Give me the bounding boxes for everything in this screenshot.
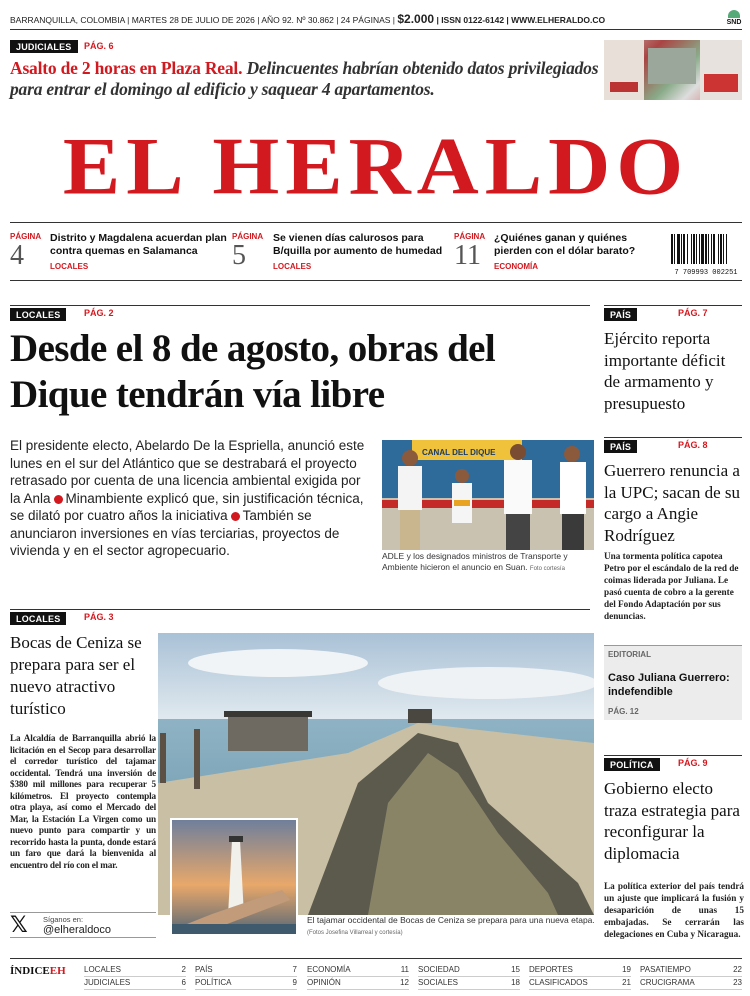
- promo-text: ¿Quiénes ganan y quiénes pierden con el dólar barato?: [494, 232, 636, 257]
- sidebar-headline-2[interactable]: Guerrero renuncia a la UPC; sacan de su cargo a Angie Rodríguez: [604, 461, 740, 545]
- index-entry[interactable]: SOCIEDAD 15: [418, 964, 520, 977]
- section-tag: LOCALES: [10, 612, 66, 625]
- lighthouse-icon: [172, 820, 298, 936]
- index-entry[interactable]: CRUCIGRAMA 23: [640, 977, 742, 990]
- index-entry[interactable]: DEPORTES 19: [529, 964, 631, 977]
- index-entry[interactable]: ECONOMÍA 11: [307, 964, 409, 977]
- editorial-page: PÁG. 12: [608, 707, 639, 716]
- section-tag: LOCALES: [10, 308, 66, 321]
- promo-text: Distrito y Magdalena acuerdan plan contra quemas en Salamanca: [50, 232, 227, 257]
- index-entry[interactable]: SOCIALES 18: [418, 977, 520, 990]
- index-column: [529, 964, 631, 990]
- divider: [10, 29, 742, 30]
- promo-section: ECONOMÍA: [494, 262, 538, 271]
- page-ref: PÁG. 2: [84, 308, 114, 318]
- caption-text: El tajamar occidental de Bocas de Ceniza se prepara para una nueva etapa.: [307, 915, 595, 925]
- promo-page-label: PÁGINA: [10, 232, 42, 241]
- divider: [604, 437, 742, 438]
- bullet-icon: [231, 512, 240, 521]
- barcode: [670, 234, 742, 277]
- index-entry[interactable]: POLÍTICA 9: [195, 977, 297, 990]
- snd-icon: [728, 10, 740, 18]
- bocas-caption: [307, 915, 597, 939]
- lead-caption: [382, 551, 596, 575]
- sidebar-body-2: Una tormenta política capotea Petro por el escándalo de la red de coimas liderada por Juliana. Le pasó cuenta de cobro a la gerente del Fondo Adaptación por sus denuncias.: [604, 551, 739, 621]
- index-entry[interactable]: OPINIÓN 12: [307, 977, 409, 990]
- lead-body-2: Minambiente explicó que, sin justificación técnica, se dilató por cuatro años la iniciativa: [10, 490, 364, 523]
- price: $2.000: [397, 12, 435, 26]
- lighthouse-inset[interactable]: [170, 818, 298, 936]
- lead-headline[interactable]: Desde el 8 de agosto, obras del Dique tendrán vía libre: [10, 327, 496, 416]
- page-ref: PÁG. 6: [84, 41, 114, 51]
- bullet-icon: [54, 495, 63, 504]
- masthead-info: [10, 12, 730, 26]
- bocas-headline[interactable]: Bocas de Ceniza se prepara para ser el nuevo atractivo turístico: [10, 633, 142, 718]
- sidebar-body-3: La política exterior del país tendrá un ajuste que implicará la fusión y desaparición de unas 15 embajadas. Se cerrarán las delegaciones en Cuba y Nicaragua.: [604, 881, 744, 939]
- building-photo-icon: [604, 40, 742, 100]
- divider: [10, 958, 742, 959]
- credit: (Fotos Josefina Villarreal y cortesía): [307, 930, 403, 936]
- index-entry[interactable]: CLASIFICADOS 21: [529, 977, 631, 990]
- editorial-label: EDITORIAL: [608, 650, 651, 659]
- divider: [10, 305, 590, 306]
- social-label: Síganos en:: [43, 915, 84, 924]
- promo-page-number: 4: [10, 240, 24, 271]
- bocas-body: La Alcaldía de Barranquilla abrió la licitación en el Secop para desarrollar el corredor turístico del tajamar occidental. Tendrá una inversión de $380 mil millones para recuperar 5 kilómetros. El proyecto contempla otra playa, así como el Mercado del Mar, la Estación La Virgen como un nuevo punto para compartir y un recorrido hasta la punta, donde estará un faro que dará la bienvenida al encuentro del río con el mar.: [10, 733, 156, 870]
- page-ref: PÁG. 8: [678, 440, 708, 450]
- social-handle: @elheraldoco: [43, 924, 112, 936]
- promo-section: LOCALES: [50, 262, 89, 271]
- photo-sign: CANAL DEL DIQUE: [422, 448, 496, 457]
- divider: [604, 755, 742, 756]
- page-ref: PÁG. 7: [678, 308, 708, 318]
- promo-item[interactable]: [454, 232, 659, 274]
- promo-page-number: 5: [232, 240, 246, 271]
- barcode-icon: [670, 234, 742, 264]
- divider: [604, 305, 742, 306]
- index-entry[interactable]: PAÍS 7: [195, 964, 297, 977]
- social-follow[interactable]: [10, 912, 156, 938]
- divider: [10, 280, 742, 281]
- newspaper-logo[interactable]: EL HERALDO: [62, 120, 690, 212]
- snd-logo: SND: [724, 10, 744, 26]
- x-logo-icon: 𝕏: [10, 913, 28, 938]
- lead-body-1: El presidente electo, Abelardo De la Espriella, anunció este lunes en el sur del Atlántico que se destrabará el proyecto retrasado por cuenta de una licencia ambiental exigida por la Anla: [10, 438, 365, 506]
- promo-item[interactable]: [10, 232, 225, 274]
- promo-section: LOCALES: [273, 262, 312, 271]
- index-column: [418, 964, 520, 990]
- teaser-photo[interactable]: [604, 40, 742, 100]
- promo-page-number: 11: [454, 240, 481, 271]
- promo-item[interactable]: [232, 232, 447, 274]
- barcode-digits: 7 709993 002251: [674, 269, 738, 277]
- divider: [10, 609, 590, 610]
- index-entry[interactable]: LOCALES 2: [84, 964, 186, 977]
- promo-text: Se vienen días calurosos para B/quilla por aumento de humedad: [273, 232, 443, 257]
- promo-page-label: PÁGINA: [232, 232, 264, 241]
- page-ref: PÁG. 9: [678, 758, 708, 768]
- lead-body: [10, 437, 372, 560]
- caption-text: ADLE y los designados ministros de Transporte y Ambiente hicieron el anuncio en Suan.: [382, 551, 568, 572]
- section-tag: PAÍS: [604, 440, 637, 453]
- section-tag: JUDICIALES: [10, 40, 78, 53]
- index-column: [640, 964, 742, 990]
- sidebar-headline-1[interactable]: Ejército reporta importante déficit de armamento y presupuesto: [604, 329, 726, 413]
- index-column: [84, 964, 186, 990]
- index-entry[interactable]: PASATIEMPO 22: [640, 964, 742, 977]
- teaser-deck: Delincuentes habrían obtenido datos privilegiados para entrar el domingo al edificio y saquear 4 apartamentos.: [10, 58, 599, 99]
- lead-photo[interactable]: [382, 440, 594, 550]
- divider: [10, 222, 742, 223]
- index-entry[interactable]: JUDICIALES 6: [84, 977, 186, 990]
- section-tag: POLÍTICA: [604, 758, 660, 771]
- dateline: BARRANQUILLA, COLOMBIA | MARTES 28 DE JULIO DE 2026 | AÑO 92. Nº 30.862 | 24 PÁGINAS |: [10, 15, 395, 25]
- page-ref: PÁG. 3: [84, 612, 114, 622]
- index-column: [195, 964, 297, 990]
- index-label: ÍNDICEEH: [10, 965, 66, 977]
- promo-page-label: PÁGINA: [454, 232, 486, 241]
- editorial-title: Caso Juliana Guerrero: indefendible: [608, 672, 730, 698]
- lead-body-3: También se anunciaron inversiones en vías terciarias, proyectos de vivienda y en el sector agropecuario.: [10, 508, 340, 558]
- sidebar-headline-3[interactable]: Gobierno electo traza estrategia para reconfigurar la diplomacia: [604, 779, 740, 863]
- top-teaser[interactable]: [10, 58, 600, 100]
- credit: Foto cortesía: [529, 566, 565, 572]
- index-column: [307, 964, 409, 990]
- issn-url: | ISSN 0122-6142 | WWW.ELHERALDO.CO: [436, 15, 606, 25]
- section-tag: PAÍS: [604, 308, 637, 321]
- teaser-headline: Asalto de 2 horas en Plaza Real.: [10, 58, 243, 78]
- editorial-box[interactable]: [604, 645, 742, 720]
